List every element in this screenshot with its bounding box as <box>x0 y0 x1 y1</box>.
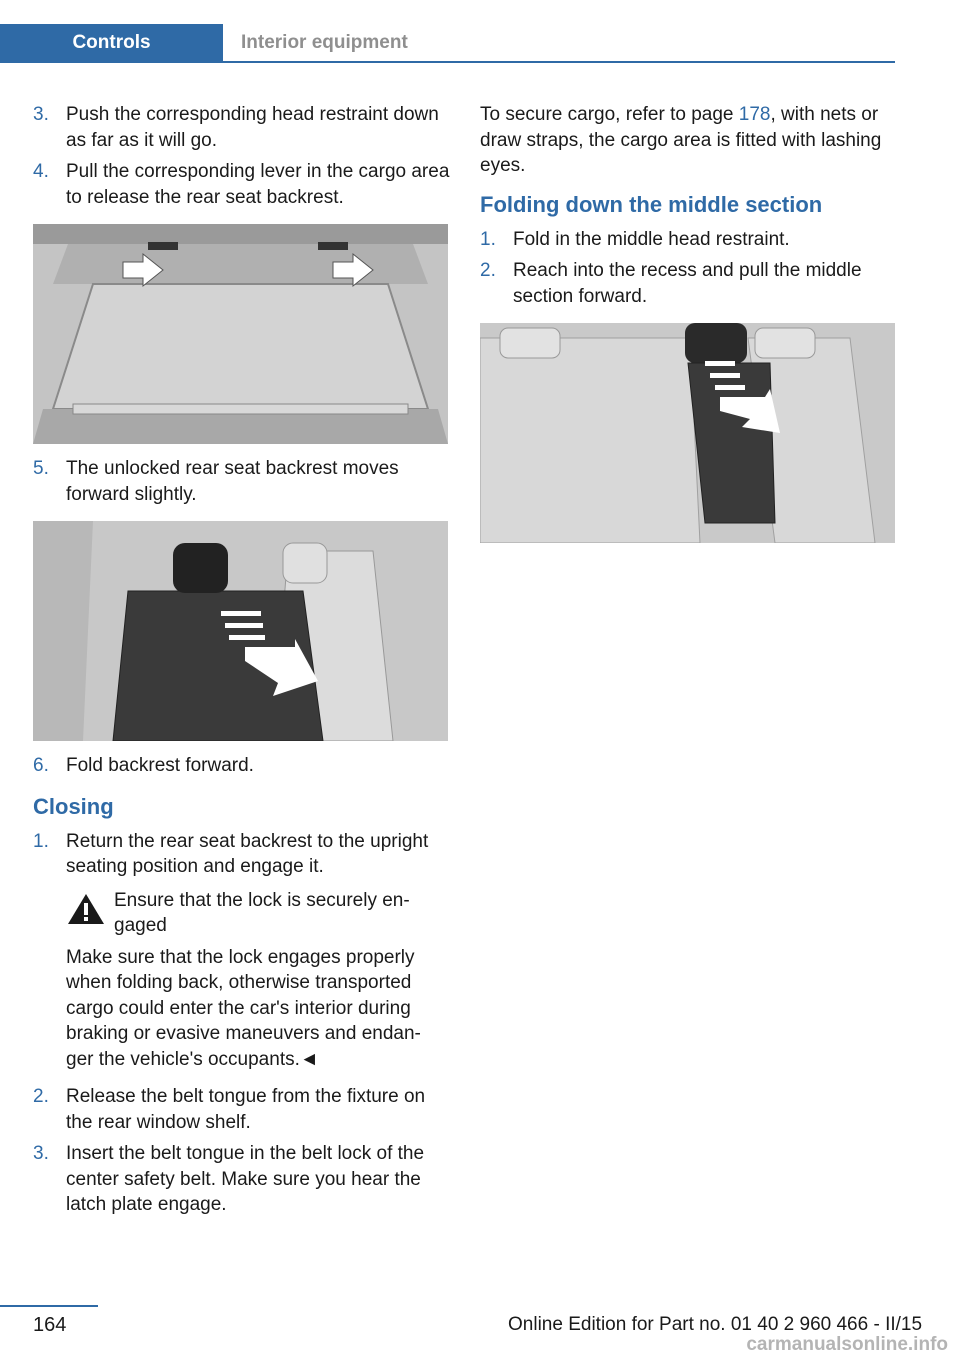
step-item <box>33 1084 451 1135</box>
step-number: 2. <box>480 260 496 281</box>
step-text-content: Return the rear seat backrest to the upright seating position and engage it. <box>66 830 429 877</box>
step-text: Reach into the recess and pull the middle section forward. <box>513 260 862 307</box>
step-text: Fold in the middle head restraint. <box>513 228 790 250</box>
step-number: 1. <box>480 228 496 250</box>
step-text: Insert the belt tongue in the belt lock of the center safety belt. Make sure you hear the latch plate engage. <box>66 1143 425 1215</box>
step-text: Fold backrest forward. <box>66 755 254 776</box>
step-text: Pull the corresponding lever in the cargo area to release the rear seat backrest. <box>66 161 450 208</box>
cargo-area-illustration <box>33 224 448 444</box>
cargo-area-figure <box>33 224 448 444</box>
header-subsection-tab[interactable]: Interior equipment <box>223 24 895 61</box>
step-number: 6. <box>33 755 49 776</box>
step-number: 2. <box>33 1086 49 1107</box>
warning-icon <box>66 888 114 939</box>
warning-block <box>66 888 451 939</box>
closing-heading: Closing <box>33 793 114 819</box>
cargo-intro-paragraph <box>480 102 898 179</box>
seat-backrest-illustration <box>33 521 448 741</box>
step-text: Push the corresponding head restraint down as far as it will go. <box>66 104 439 151</box>
step-text: The unlocked rear seat backrest moves forward slightly. <box>66 458 399 505</box>
intro-text: To secure cargo, refer to page <box>480 104 739 125</box>
step-item <box>33 753 451 779</box>
seat-backrest-figure <box>33 521 448 741</box>
step-item <box>480 227 898 253</box>
left-column <box>33 102 451 1224</box>
step-item <box>33 1141 451 1218</box>
middle-section-figure <box>480 323 895 543</box>
step-number: 4. <box>33 161 49 182</box>
folding-middle-heading: Folding down the middle section <box>480 191 823 217</box>
step-item <box>33 159 451 210</box>
footer-edition-text: Online Edition for Part no. 01 40 2 960 466 - II/15 <box>508 1314 923 1335</box>
step-item <box>33 829 451 1079</box>
page-number: 164 <box>33 1314 67 1336</box>
watermark-text: carmanualsonline.info <box>746 1334 948 1355</box>
step-item <box>33 456 451 507</box>
step-item <box>480 258 898 309</box>
header-divider <box>0 61 895 63</box>
page-header <box>0 0 895 62</box>
intro-text-rest: , with nets or draw straps, the cargo area is fitted with lashing eyes. <box>480 104 882 176</box>
step-number: 5. <box>33 458 49 479</box>
step-text <box>66 829 451 1079</box>
step-item <box>33 102 451 153</box>
step-number: 3. <box>33 104 49 125</box>
middle-section-illustration <box>480 323 895 543</box>
right-column <box>480 102 898 555</box>
step-number: 1. <box>33 830 49 852</box>
warning-body: Make sure that the lock engages properly when folding back, otherwise transported cargo could enter the car's interior during braking or evasive maneuvers and endan‐ ger the vehicle's occupants.◄ <box>66 946 421 1070</box>
step-number: 3. <box>33 1143 49 1164</box>
warning-title: Ensure that the lock is securely en‐ gaged <box>114 889 410 936</box>
header-section-tab[interactable]: Controls <box>0 24 223 61</box>
page-reference-link[interactable]: 178 <box>738 104 771 125</box>
page-number-divider <box>0 1305 98 1307</box>
step-text: Release the belt tongue from the fixture on the rear window shelf. <box>66 1086 426 1133</box>
